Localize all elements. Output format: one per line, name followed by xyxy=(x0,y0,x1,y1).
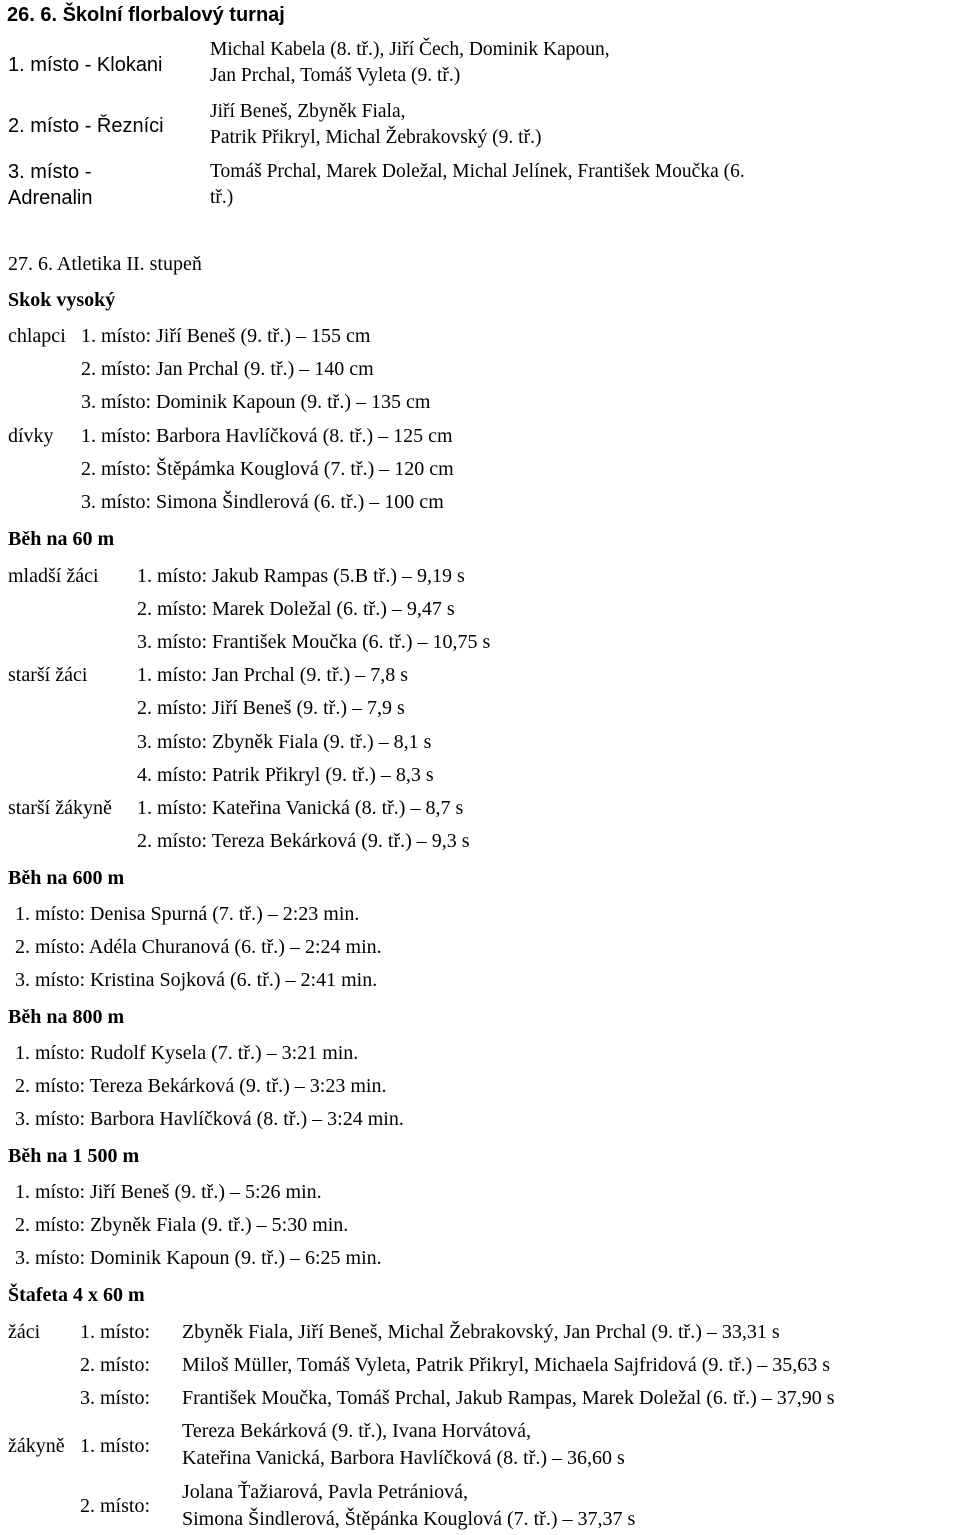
floorball-team-1-line1: Michal Kabela (8. tř.), Jiří Čech, Dominik Kapoun, xyxy=(210,39,610,60)
relay-boys-team-2: Miloš Müller, Tomáš Vyleta, Patrik Přikryl, Michaela Sajfridová (9. tř.) – 35,63 s xyxy=(182,1354,831,1376)
high-jump-girls-label: dívky xyxy=(8,425,54,447)
run600-title: Běh na 600 m xyxy=(8,867,125,889)
floorball-place-3-line2: Adrenalin xyxy=(8,187,93,209)
run60-older-1: 1. místo: Jan Prchal (9. tř.) – 7,8 s xyxy=(137,664,409,686)
relay-title: Štafeta 4 x 60 m xyxy=(8,1284,145,1306)
run1500-result-2: 2. místo: Zbyněk Fiala (9. tř.) – 5:30 min. xyxy=(15,1214,349,1236)
relay-girls-team-2-line2: Simona Šindlerová, Štěpánka Kouglová (7. tř.) – 37,37 s xyxy=(182,1508,636,1530)
run60-younger-label: mladší žáci xyxy=(8,565,99,587)
run1500-result-3: 3. místo: Dominik Kapoun (9. tř.) – 6:25 min. xyxy=(15,1247,382,1269)
high-jump-boys-1: 1. místo: Jiří Beneš (9. tř.) – 155 cm xyxy=(81,325,371,347)
relay-boys-team-1: Zbyněk Fiala, Jiří Beneš, Michal Žebrakovský, Jan Prchal (9. tř.) – 33,31 s xyxy=(182,1321,780,1343)
relay-boys-team-3: František Moučka, Tomáš Prchal, Jakub Rampas, Marek Doležal (6. tř.) – 37,90 s xyxy=(182,1387,835,1409)
relay-girls-team-1-line1: Tereza Bekárková (9. tř.), Ivana Horvátová, xyxy=(182,1420,531,1442)
run600-result-3: 3. místo: Kristina Sojková (6. tř.) – 2:41 min. xyxy=(15,969,378,991)
run60-older-label: starší žáci xyxy=(8,664,88,686)
run1500-result-1: 1. místo: Jiří Beneš (9. tř.) – 5:26 min. xyxy=(15,1181,322,1203)
run600-result-2: 2. místo: Adéla Churanová (6. tř.) – 2:24 min. xyxy=(15,936,382,958)
run60-older-2: 2. místo: Jiří Beneš (9. tř.) – 7,9 s xyxy=(137,697,405,719)
run60-older-4: 4. místo: Patrik Přikryl (9. tř.) – 8,3 s xyxy=(137,764,434,786)
floorball-place-3-line1: 3. místo - xyxy=(8,161,92,183)
run600-result-1: 1. místo: Denisa Spurná (7. tř.) – 2:23 min. xyxy=(15,903,360,925)
run60-younger-1: 1. místo: Jakub Rampas (5.B tř.) – 9,19 s xyxy=(137,565,465,587)
run60-girls-2: 2. místo: Tereza Bekárková (9. tř.) – 9,3 s xyxy=(137,830,470,852)
high-jump-boys-3: 3. místo: Dominik Kapoun (9. tř.) – 135 cm xyxy=(81,391,431,413)
high-jump-title: Skok vysoký xyxy=(8,289,116,311)
run800-title: Běh na 800 m xyxy=(8,1006,125,1028)
run60-older-3: 3. místo: Zbyněk Fiala (9. tř.) – 8,1 s xyxy=(137,731,432,753)
high-jump-girls-3: 3. místo: Simona Šindlerová (6. tř.) – 100 cm xyxy=(81,491,444,513)
relay-girls-team-2-line1: Jolana Ťažiarová, Pavla Petrániová, xyxy=(182,1481,468,1503)
run1500-title: Běh na 1 500 m xyxy=(8,1145,140,1167)
run800-result-3: 3. místo: Barbora Havlíčková (8. tř.) – 3:24 min. xyxy=(15,1108,404,1130)
run60-younger-3: 3. místo: František Moučka (6. tř.) – 10,75 s xyxy=(137,631,491,653)
floorball-place-1: 1. místo - Klokani xyxy=(8,54,163,76)
high-jump-girls-1: 1. místo: Barbora Havlíčková (8. tř.) – 125 cm xyxy=(81,425,453,447)
high-jump-boys-2: 2. místo: Jan Prchal (9. tř.) – 140 cm xyxy=(81,358,374,380)
relay-boys-place-1: 1. místo: xyxy=(80,1321,151,1343)
relay-boys-place-3: 3. místo: xyxy=(80,1387,151,1409)
floorball-place-2: 2. místo - Řezníci xyxy=(8,115,164,137)
relay-girls-place-1: 1. místo: xyxy=(80,1435,151,1457)
relay-girls-place-2: 2. místo: xyxy=(80,1495,151,1517)
run800-result-1: 1. místo: Rudolf Kysela (7. tř.) – 3:21 min. xyxy=(15,1042,359,1064)
athletics-heading: 27. 6. Atletika II. stupeň xyxy=(8,253,202,275)
relay-girls-label: žákyně xyxy=(8,1435,65,1457)
floorball-team-2-line2: Patrik Přikryl, Michal Žebrakovský (9. tř.) xyxy=(210,127,542,148)
high-jump-boys-label: chlapci xyxy=(8,325,66,347)
run60-girls-1: 1. místo: Kateřina Vanická (8. tř.) – 8,7 s xyxy=(137,797,464,819)
high-jump-girls-2: 2. místo: Štěpámka Kouglová (7. tř.) – 120 cm xyxy=(81,458,454,480)
floorball-team-1-line2: Jan Prchal, Tomáš Vyleta (9. tř.) xyxy=(210,65,461,86)
floorball-team-2-line1: Jiří Beneš, Zbyněk Fiala, xyxy=(210,101,406,122)
floorball-team-3-line1: Tomáš Prchal, Marek Doležal, Michal Jelínek, František Moučka (6. xyxy=(210,161,745,182)
relay-girls-team-1-line2: Kateřina Vanická, Barbora Havlíčková (8. tř.) – 36,60 s xyxy=(182,1447,625,1469)
run60-girls-label: starší žákyně xyxy=(8,797,112,819)
run60-younger-2: 2. místo: Marek Doležal (6. tř.) – 9,47 s xyxy=(137,598,455,620)
run800-result-2: 2. místo: Tereza Bekárková (9. tř.) – 3:23 min. xyxy=(15,1075,387,1097)
relay-boys-place-2: 2. místo: xyxy=(80,1354,151,1376)
floorball-heading: 26. 6. Školní florbalový turnaj xyxy=(7,4,285,26)
run60-title: Běh na 60 m xyxy=(8,528,115,550)
relay-boys-label: žáci xyxy=(8,1321,41,1343)
floorball-team-3-line2: tř.) xyxy=(210,187,234,208)
